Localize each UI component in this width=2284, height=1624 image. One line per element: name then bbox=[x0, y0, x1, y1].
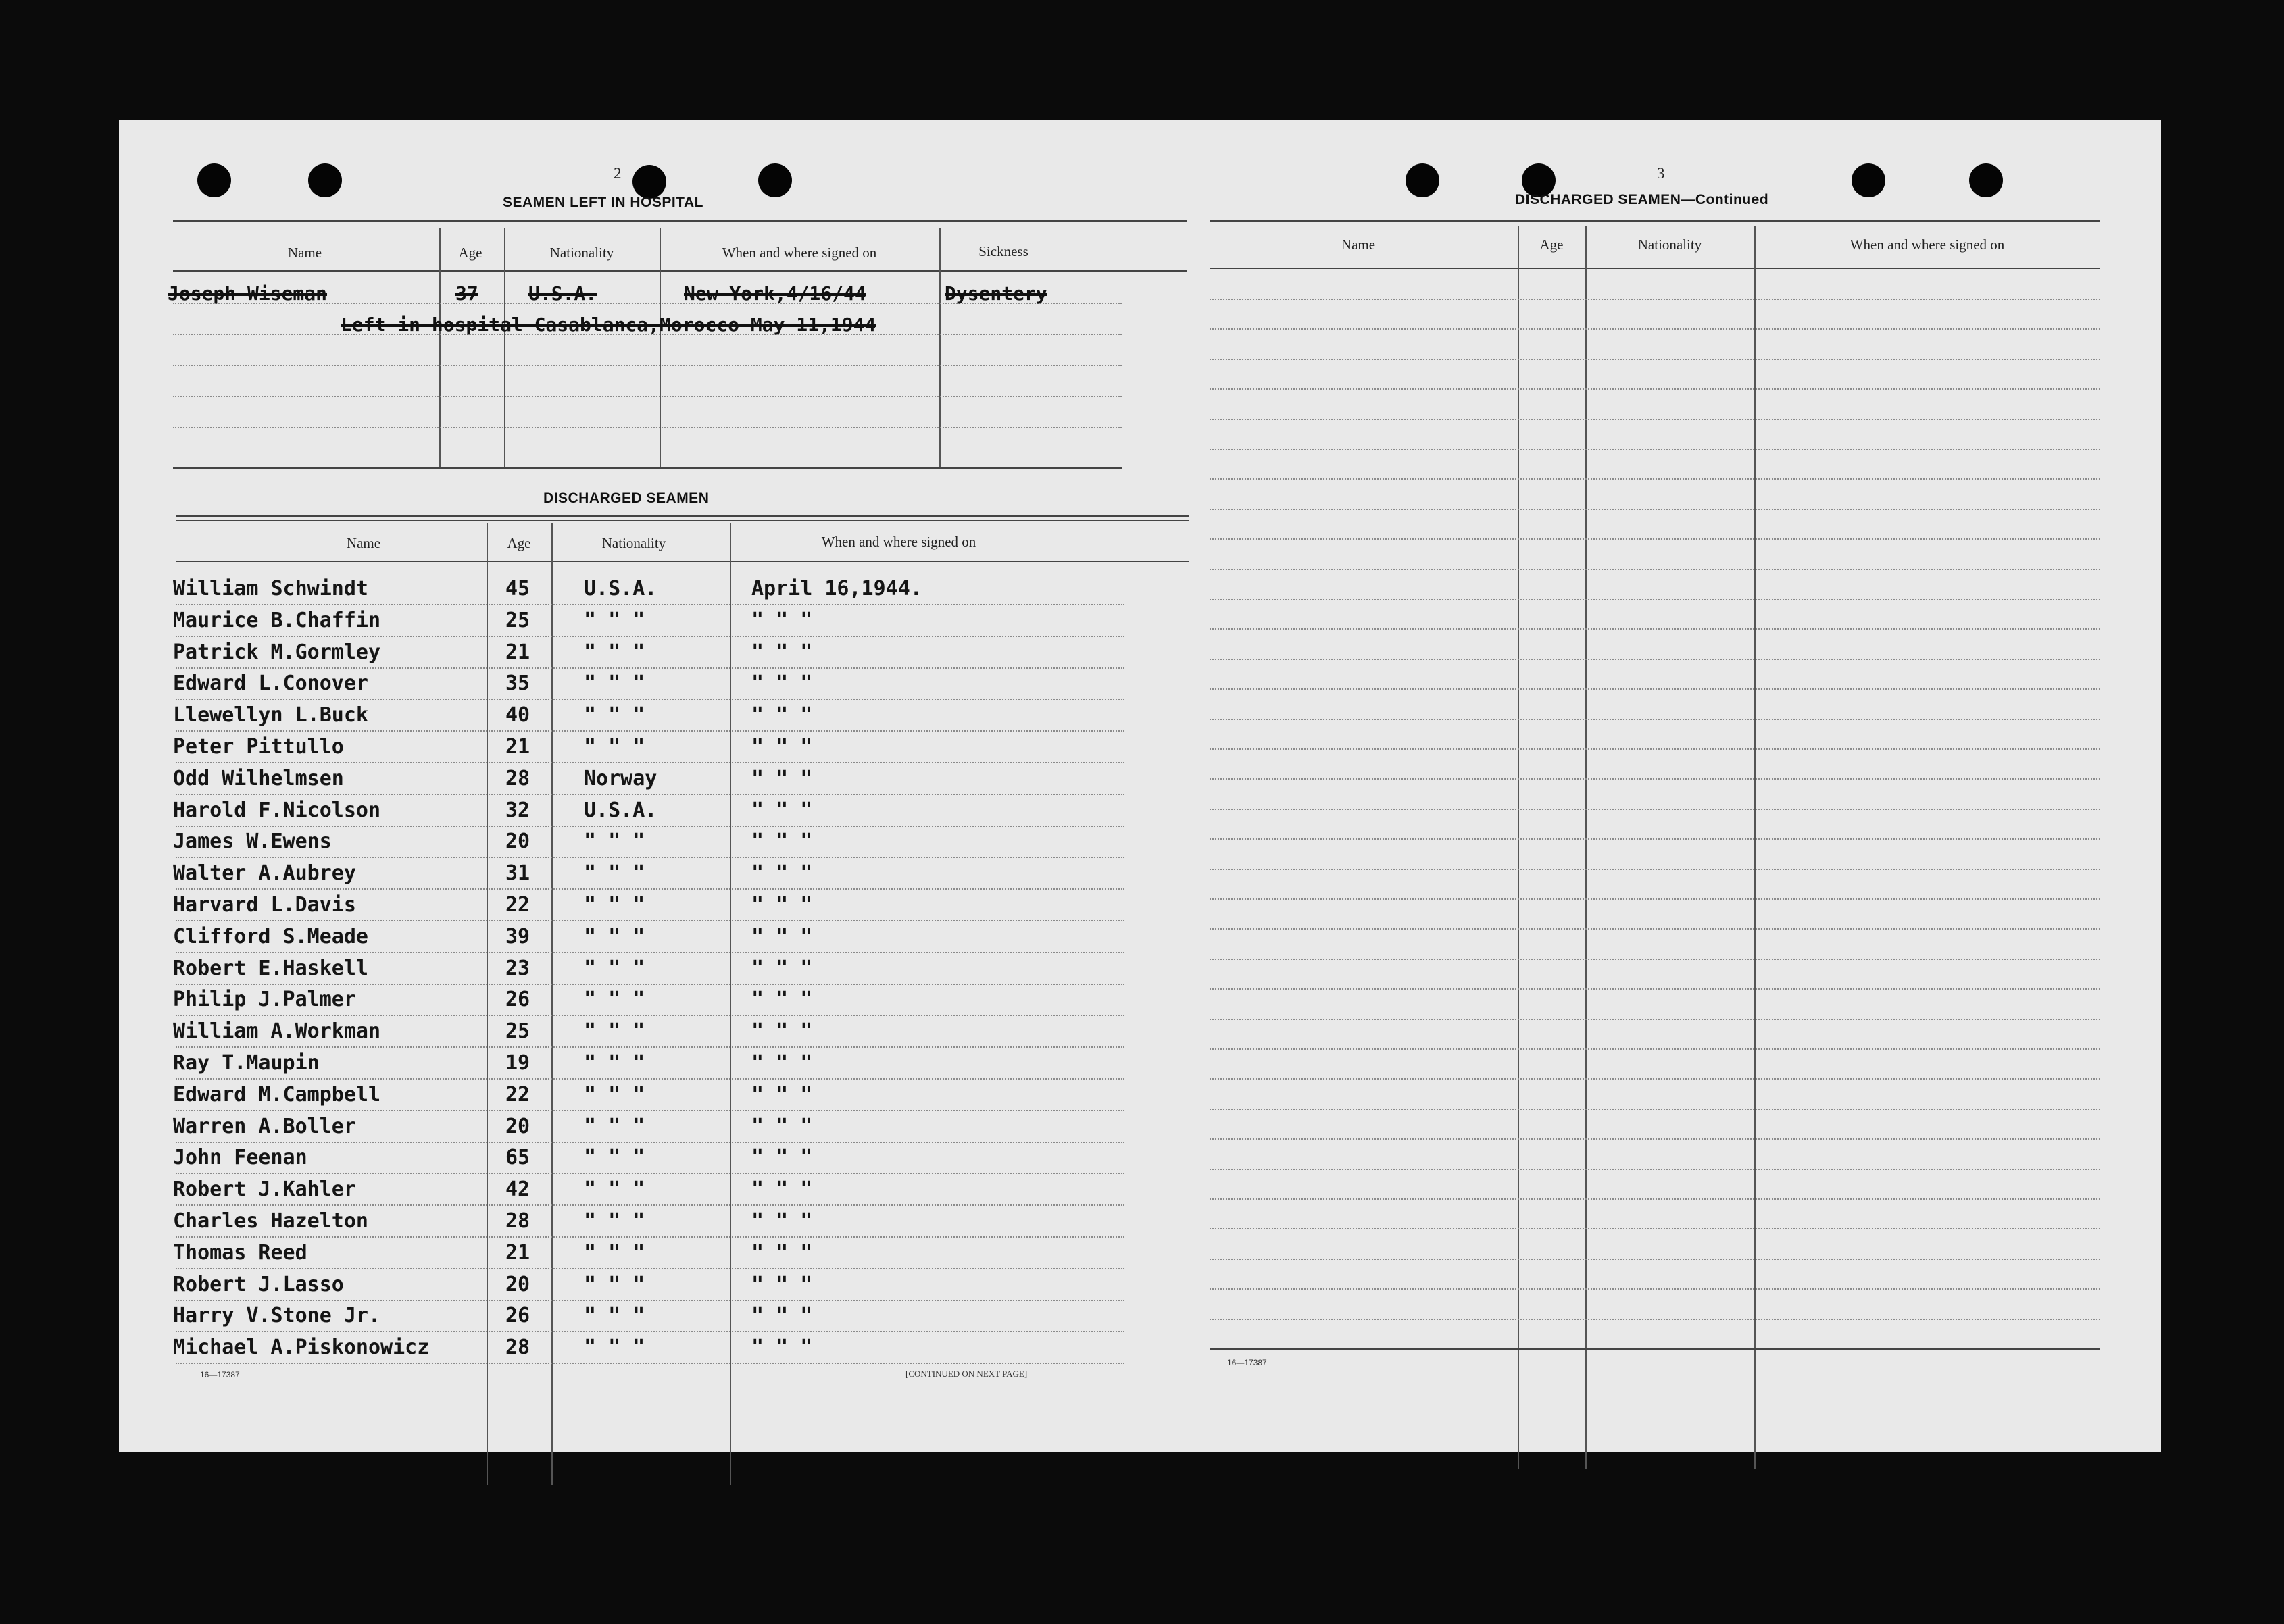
seaman-age: 28 bbox=[505, 1336, 530, 1360]
seaman-nationality: " " " bbox=[584, 1051, 645, 1075]
seaman-nationality: " " " bbox=[584, 1019, 645, 1044]
hospital-section-title: SEAMEN LEFT IN HOSPITAL bbox=[503, 195, 703, 210]
seaman-nationality: " " " bbox=[584, 1082, 645, 1107]
table-row-rule bbox=[176, 920, 1124, 921]
right-row-rule bbox=[1210, 1019, 2100, 1020]
hospital-col-divider bbox=[504, 228, 505, 469]
seaman-nationality: " " " bbox=[584, 1146, 645, 1170]
seaman-nationality: " " " bbox=[584, 956, 645, 980]
seaman-signed-on: April 16,1944. bbox=[751, 577, 922, 601]
hospital-table-bottom-rule bbox=[173, 467, 1122, 469]
right-row-rule bbox=[1210, 988, 2100, 990]
right-section-title: DISCHARGED SEAMEN—Continued bbox=[1515, 192, 1769, 207]
seaman-age: 20 bbox=[505, 830, 530, 854]
table-row-rule bbox=[176, 1142, 1124, 1143]
struck-hospital-age: 37 bbox=[455, 282, 478, 305]
seaman-age: 42 bbox=[505, 1177, 530, 1202]
seaman-age: 40 bbox=[505, 703, 530, 728]
right-table-bottom-rule bbox=[1210, 1348, 2100, 1350]
seaman-age: 21 bbox=[505, 1240, 530, 1265]
right-row-rule bbox=[1210, 928, 2100, 930]
right-row-rule bbox=[1210, 509, 2100, 510]
seaman-nationality: U.S.A. bbox=[584, 798, 657, 822]
right-row-rule bbox=[1210, 569, 2100, 570]
seaman-signed-on: " " " bbox=[751, 861, 813, 886]
seaman-name: Robert J.Lasso bbox=[173, 1272, 344, 1296]
seaman-age: 23 bbox=[505, 956, 530, 980]
seaman-nationality: " " " bbox=[584, 1304, 645, 1328]
punch-hole bbox=[1969, 163, 2003, 197]
seaman-age: 20 bbox=[505, 1272, 530, 1296]
right-row-rule bbox=[1210, 1319, 2100, 1320]
seaman-name: Thomas Reed bbox=[173, 1240, 307, 1265]
table-row-rule bbox=[176, 1236, 1124, 1238]
seaman-name: Warren A.Boller bbox=[173, 1114, 356, 1138]
hospital-header-rule bbox=[173, 270, 1187, 272]
table-row-rule bbox=[176, 730, 1124, 732]
right-row-rule bbox=[1210, 1198, 2100, 1200]
hospital-col-name: Name bbox=[287, 245, 322, 261]
seaman-age: 26 bbox=[505, 1304, 530, 1328]
seaman-nationality: " " " bbox=[584, 735, 645, 759]
right-header-rule bbox=[1210, 268, 2100, 269]
hospital-table-top-rule bbox=[173, 220, 1187, 222]
seaman-nationality: " " " bbox=[584, 703, 645, 728]
discharged-section-title: DISCHARGED SEAMEN bbox=[543, 490, 710, 506]
seaman-nationality: " " " bbox=[584, 893, 645, 917]
seaman-name: Ray T.Maupin bbox=[173, 1051, 320, 1075]
table-row-rule bbox=[176, 1268, 1124, 1269]
seaman-age: 21 bbox=[505, 735, 530, 759]
seaman-signed-on: " " " bbox=[751, 766, 813, 790]
right-row-rule bbox=[1210, 838, 2100, 840]
punch-hole bbox=[197, 163, 231, 197]
discharged-col-signed-on: When and where signed on bbox=[821, 534, 976, 550]
seaman-age: 65 bbox=[505, 1146, 530, 1170]
seaman-age: 21 bbox=[505, 640, 530, 664]
seaman-name: Edward L.Conover bbox=[173, 671, 368, 696]
right-row-rule bbox=[1210, 688, 2100, 690]
seaman-age: 20 bbox=[505, 1114, 530, 1138]
seaman-name: Patrick M.Gormley bbox=[173, 640, 381, 664]
seaman-signed-on: " " " bbox=[751, 608, 813, 632]
seaman-nationality: " " " bbox=[584, 861, 645, 886]
seaman-signed-on: " " " bbox=[751, 703, 813, 728]
table-row-rule bbox=[176, 699, 1124, 700]
seaman-signed-on: " " " bbox=[751, 798, 813, 822]
seaman-signed-on: " " " bbox=[751, 924, 813, 948]
struck-hospital-sickness: Dysentery bbox=[945, 282, 1047, 305]
hospital-col-age: Age bbox=[458, 245, 482, 261]
hospital-col-sickness: Sickness bbox=[978, 243, 1028, 259]
table-row-rule bbox=[176, 857, 1124, 858]
seaman-nationality: " " " bbox=[584, 1209, 645, 1233]
table-row-rule bbox=[176, 762, 1124, 763]
right-col-name: Name bbox=[1341, 236, 1376, 253]
table-row-rule bbox=[176, 1110, 1124, 1111]
seaman-signed-on: " " " bbox=[751, 1019, 813, 1044]
document-scan bbox=[119, 120, 2161, 1452]
right-row-rule bbox=[1210, 809, 2100, 810]
seaman-signed-on: " " " bbox=[751, 893, 813, 917]
hospital-row-rule bbox=[173, 427, 1122, 428]
right-row-rule bbox=[1210, 659, 2100, 660]
table-row-rule bbox=[176, 1046, 1124, 1048]
seaman-signed-on: " " " bbox=[751, 1304, 813, 1328]
punch-hole bbox=[1852, 163, 1885, 197]
hospital-col-divider bbox=[939, 228, 941, 469]
table-row-rule bbox=[176, 952, 1124, 953]
seaman-nationality: Norway bbox=[584, 766, 657, 790]
right-row-rule bbox=[1210, 328, 2100, 330]
seaman-name: Llewellyn L.Buck bbox=[173, 703, 368, 728]
seaman-name: Michael A.Piskonowicz bbox=[173, 1336, 430, 1360]
seaman-nationality: " " " bbox=[584, 608, 645, 632]
discharged-table-top-rule-2 bbox=[176, 520, 1189, 521]
right-row-rule bbox=[1210, 419, 2100, 420]
right-row-rule bbox=[1210, 959, 2100, 960]
seaman-name: Harold F.Nicolson bbox=[173, 798, 381, 822]
seaman-signed-on: " " " bbox=[751, 1240, 813, 1265]
seaman-nationality: " " " bbox=[584, 830, 645, 854]
right-row-rule bbox=[1210, 359, 2100, 360]
seaman-name: Philip J.Palmer bbox=[173, 988, 356, 1012]
right-row-rule bbox=[1210, 1259, 2100, 1260]
seaman-age: 39 bbox=[505, 924, 530, 948]
seaman-nationality: " " " bbox=[584, 1177, 645, 1202]
right-col-divider bbox=[1585, 226, 1587, 1469]
table-row-rule bbox=[176, 794, 1124, 795]
table-row-rule bbox=[176, 636, 1124, 637]
right-row-rule bbox=[1210, 1109, 2100, 1110]
right-row-rule bbox=[1210, 898, 2100, 900]
table-row-rule bbox=[176, 1078, 1124, 1080]
seaman-name: Walter A.Aubrey bbox=[173, 861, 356, 886]
hospital-col-nationality: Nationality bbox=[549, 245, 614, 261]
seaman-nationality: " " " bbox=[584, 988, 645, 1012]
table-row-rule bbox=[176, 1015, 1124, 1016]
seaman-signed-on: " " " bbox=[751, 640, 813, 664]
right-col-signed-on: When and where signed on bbox=[1849, 236, 2005, 253]
seaman-age: 26 bbox=[505, 988, 530, 1012]
struck-hospital-nationality: U.S.A. bbox=[528, 282, 597, 305]
table-row-rule bbox=[176, 667, 1124, 669]
right-col-nationality: Nationality bbox=[1637, 236, 1702, 253]
seaman-signed-on: " " " bbox=[751, 1177, 813, 1202]
continued-note: [CONTINUED ON NEXT PAGE] bbox=[905, 1369, 1028, 1379]
seaman-age: 19 bbox=[505, 1051, 530, 1075]
table-row-rule bbox=[176, 1331, 1124, 1332]
seaman-nationality: " " " bbox=[584, 1240, 645, 1265]
seaman-name: Clifford S.Meade bbox=[173, 924, 368, 948]
seaman-nationality: " " " bbox=[584, 1336, 645, 1360]
form-number-left: 16—17387 bbox=[200, 1370, 240, 1379]
seaman-age: 25 bbox=[505, 1019, 530, 1044]
seaman-age: 35 bbox=[505, 671, 530, 696]
seaman-signed-on: " " " bbox=[751, 671, 813, 696]
seaman-name: William A.Workman bbox=[173, 1019, 381, 1044]
seaman-age: 22 bbox=[505, 893, 530, 917]
hospital-row-rule bbox=[173, 365, 1122, 366]
table-row-rule bbox=[176, 1300, 1124, 1301]
seaman-name: Charles Hazelton bbox=[173, 1209, 368, 1233]
seaman-signed-on: " " " bbox=[751, 1209, 813, 1233]
seaman-nationality: " " " bbox=[584, 1114, 645, 1138]
table-row-rule bbox=[176, 984, 1124, 985]
struck-hospital-signed-on: New York,4/16/44 bbox=[684, 282, 866, 305]
seaman-age: 31 bbox=[505, 861, 530, 886]
right-row-rule bbox=[1210, 748, 2100, 750]
seaman-name: William Schwindt bbox=[173, 577, 368, 601]
table-row-rule bbox=[176, 1173, 1124, 1174]
right-row-rule bbox=[1210, 1048, 2100, 1050]
seaman-name: Harvard L.Davis bbox=[173, 893, 356, 917]
hospital-row-rule bbox=[173, 396, 1122, 397]
seaman-signed-on: " " " bbox=[751, 1336, 813, 1360]
page-number-left: 2 bbox=[614, 165, 622, 182]
right-row-rule bbox=[1210, 1138, 2100, 1140]
punch-hole bbox=[1406, 163, 1439, 197]
right-row-rule bbox=[1210, 1169, 2100, 1170]
seaman-signed-on: " " " bbox=[751, 956, 813, 980]
right-col-age: Age bbox=[1539, 236, 1564, 253]
right-table-top-rule bbox=[1210, 220, 2100, 222]
seaman-signed-on: " " " bbox=[751, 1146, 813, 1170]
seaman-name: Harry V.Stone Jr. bbox=[173, 1304, 381, 1328]
right-row-rule bbox=[1210, 1078, 2100, 1080]
right-row-rule bbox=[1210, 1228, 2100, 1229]
punch-hole bbox=[308, 163, 342, 197]
right-row-rule bbox=[1210, 449, 2100, 450]
seaman-name: Maurice B.Chaffin bbox=[173, 608, 381, 632]
seaman-signed-on: " " " bbox=[751, 735, 813, 759]
punch-hole bbox=[632, 165, 666, 199]
seaman-age: 22 bbox=[505, 1082, 530, 1107]
right-row-rule bbox=[1210, 538, 2100, 540]
right-row-rule bbox=[1210, 719, 2100, 720]
seaman-signed-on: " " " bbox=[751, 988, 813, 1012]
right-row-rule bbox=[1210, 869, 2100, 870]
seaman-signed-on: " " " bbox=[751, 1051, 813, 1075]
right-row-rule bbox=[1210, 478, 2100, 480]
right-row-rule bbox=[1210, 299, 2100, 300]
seaman-nationality: U.S.A. bbox=[584, 577, 657, 601]
right-col-divider bbox=[1518, 226, 1519, 1469]
form-number-right: 16—17387 bbox=[1227, 1358, 1267, 1367]
seaman-nationality: " " " bbox=[584, 640, 645, 664]
seaman-nationality: " " " bbox=[584, 924, 645, 948]
seaman-age: 45 bbox=[505, 577, 530, 601]
seaman-age: 28 bbox=[505, 1209, 530, 1233]
seaman-signed-on: " " " bbox=[751, 1272, 813, 1296]
right-row-rule bbox=[1210, 628, 2100, 630]
right-row-rule bbox=[1210, 778, 2100, 780]
struck-hospital-name: Joseph Wiseman bbox=[168, 282, 328, 305]
seaman-name: Robert J.Kahler bbox=[173, 1177, 356, 1202]
seaman-name: James W.Ewens bbox=[173, 830, 332, 854]
right-row-rule bbox=[1210, 388, 2100, 390]
seaman-name: Robert E.Haskell bbox=[173, 956, 368, 980]
discharged-col-age: Age bbox=[507, 535, 531, 551]
seaman-age: 28 bbox=[505, 766, 530, 790]
right-row-rule bbox=[1210, 1288, 2100, 1290]
seaman-nationality: " " " bbox=[584, 1272, 645, 1296]
seaman-age: 32 bbox=[505, 798, 530, 822]
discharged-header-rule bbox=[176, 561, 1189, 562]
punch-hole bbox=[758, 163, 792, 197]
seaman-age: 25 bbox=[505, 608, 530, 632]
seaman-name: Peter Pittullo bbox=[173, 735, 344, 759]
seaman-signed-on: " " " bbox=[751, 830, 813, 854]
table-row-rule bbox=[176, 1204, 1124, 1206]
seaman-name: Odd Wilhelmsen bbox=[173, 766, 344, 790]
struck-hospital-note: Left in hospital Casablanca,Morocco May 11,1944 bbox=[341, 313, 876, 336]
right-row-rule bbox=[1210, 599, 2100, 600]
table-row-rule bbox=[176, 888, 1124, 890]
table-row-rule bbox=[176, 604, 1124, 605]
right-col-divider bbox=[1754, 226, 1756, 1469]
hospital-col-divider bbox=[660, 228, 661, 469]
hospital-col-signed-on: When and where signed on bbox=[722, 245, 877, 261]
hospital-col-divider bbox=[439, 228, 441, 469]
discharged-table-top-rule bbox=[176, 515, 1189, 517]
seaman-nationality: " " " bbox=[584, 671, 645, 696]
discharged-col-name: Name bbox=[346, 535, 381, 551]
seaman-name: John Feenan bbox=[173, 1146, 307, 1170]
discharged-col-nationality: Nationality bbox=[601, 535, 666, 551]
seaman-signed-on: " " " bbox=[751, 1082, 813, 1107]
seaman-name: Edward M.Campbell bbox=[173, 1082, 381, 1107]
page-number-right: 3 bbox=[1657, 165, 1665, 182]
seaman-signed-on: " " " bbox=[751, 1114, 813, 1138]
table-row-rule bbox=[176, 1363, 1124, 1364]
table-row-rule bbox=[176, 826, 1124, 827]
